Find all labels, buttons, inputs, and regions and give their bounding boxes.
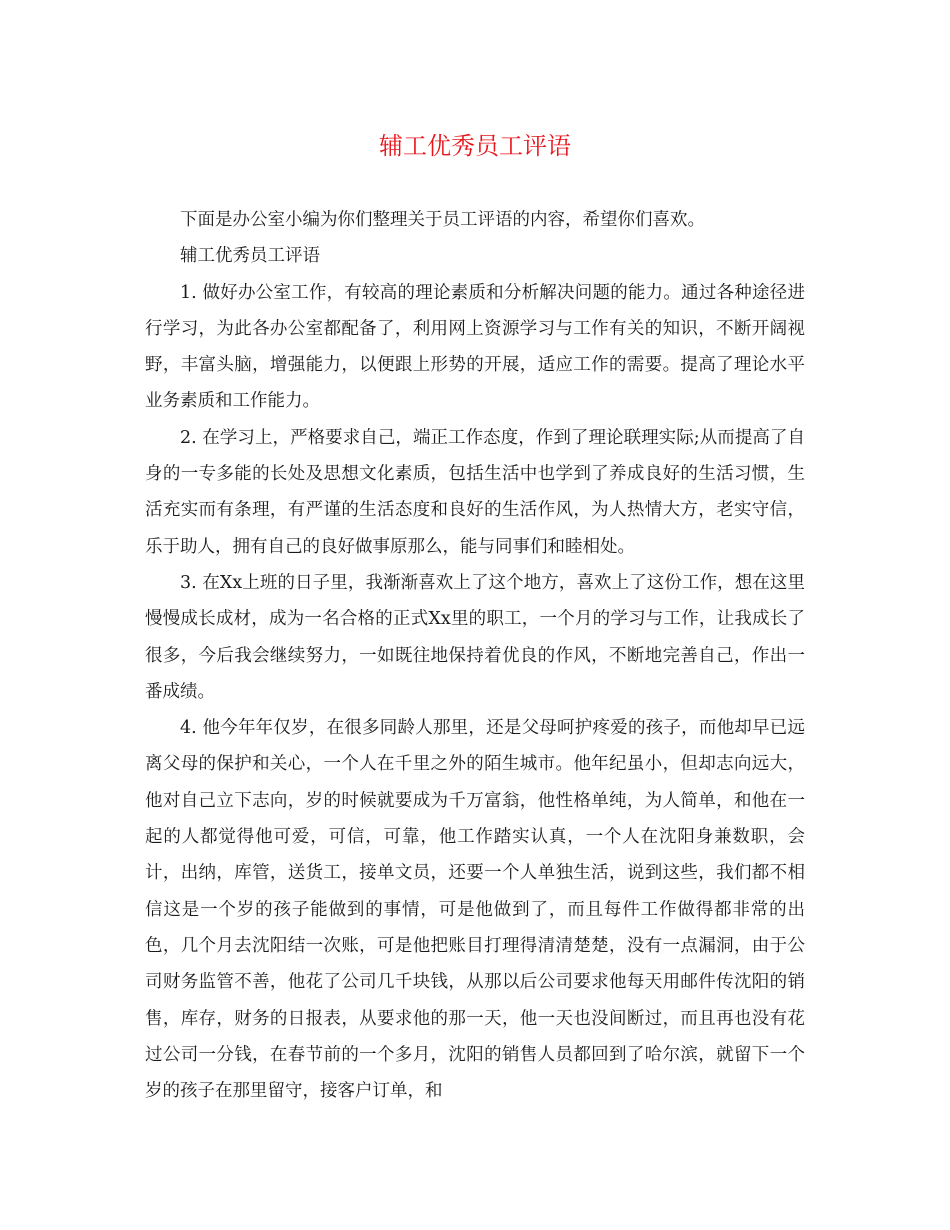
paragraph-subtitle: 辅工优秀员工评语 — [180, 246, 320, 267]
paragraph-intro: 下面是办公室小编为你们整理关于员工评语的内容，希望你们喜欢。 — [180, 210, 705, 230]
document-body — [145, 202, 805, 1109]
paragraph-item-2: 2. 在学习上，严格要求自己，端正工作态度，作到了理论联理实际;从而提高了自身的一专多能的长处及思想文化素质，包括生活中也学到了养成良好的生活习惯，生活充实而有条理，有严谨的生活态度和良好的生活作风，为人热情大方，老实守信，乐于助人，拥有自己的良好做事原那么，能与同事们和睦相处。 — [145, 427, 805, 557]
paragraph-item-1: 1. 做好办公室工作，有较高的理论素质和分析解决问题的能力。通过各种途径进行学习，为此各办公室都配备了，利用网上资源学习与工作有关的知识，不断开阔视野，丰富头脑，增强能力，以便跟上形势的开展，适应工作的需要。提高了理论水平业务素质和工作能力。 — [145, 282, 805, 412]
paragraph-item-4: 4. 他今年年仅岁，在很多同龄人那里，还是父母呵护疼爱的孩子，而他却早已远离父母的保护和关心，一个人在千里之外的陌生城市。他年纪虽小，但却志向远大，他对自己立下志向，岁的时候就要成为千万富翁，他性格单纯，为人简单，和他在一起的人都觉得他可爱，可信，可靠，他工作踏实认真，一个人在沈阳身兼数职，会计，出纳，库管，送货工，接单文员，还要一个人单独生活，说到这些，我们都不相信这是一个岁的孩子能做到的事情，可是他做到了，而且每件工作做得都非常的出色，几个月去沈阳结一次账，可是他把账目打理得清清楚楚，没有一点漏洞，由于公司财务监管不善，他花了公司几千块钱，从那以后公司要求他每天用邮件传沈阳的销售，库存，财务的日报表，从要求他的那一天，他一天也没间断过，而且再也没有花过公司一分钱，在春节前的一个多月，沈阳的销售人员都回到了哈尔滨，就留下一个岁的孩子在那里留守，接客户订单，和 — [145, 718, 805, 1102]
paragraph-item-3: 3. 在Xx上班的日子里，我渐渐喜欢上了这个地方，喜欢上了这份工作，想在这里慢慢成长成材，成为一名合格的正式Xx里的职工，一个月的学习与工作，让我成长了很多，今后我会继续努力，一如既往地保持着优良的作风，不断地完善自己，作出一番成绩。 — [145, 572, 805, 702]
document-title: 辅工优秀员工评语 — [379, 132, 571, 160]
